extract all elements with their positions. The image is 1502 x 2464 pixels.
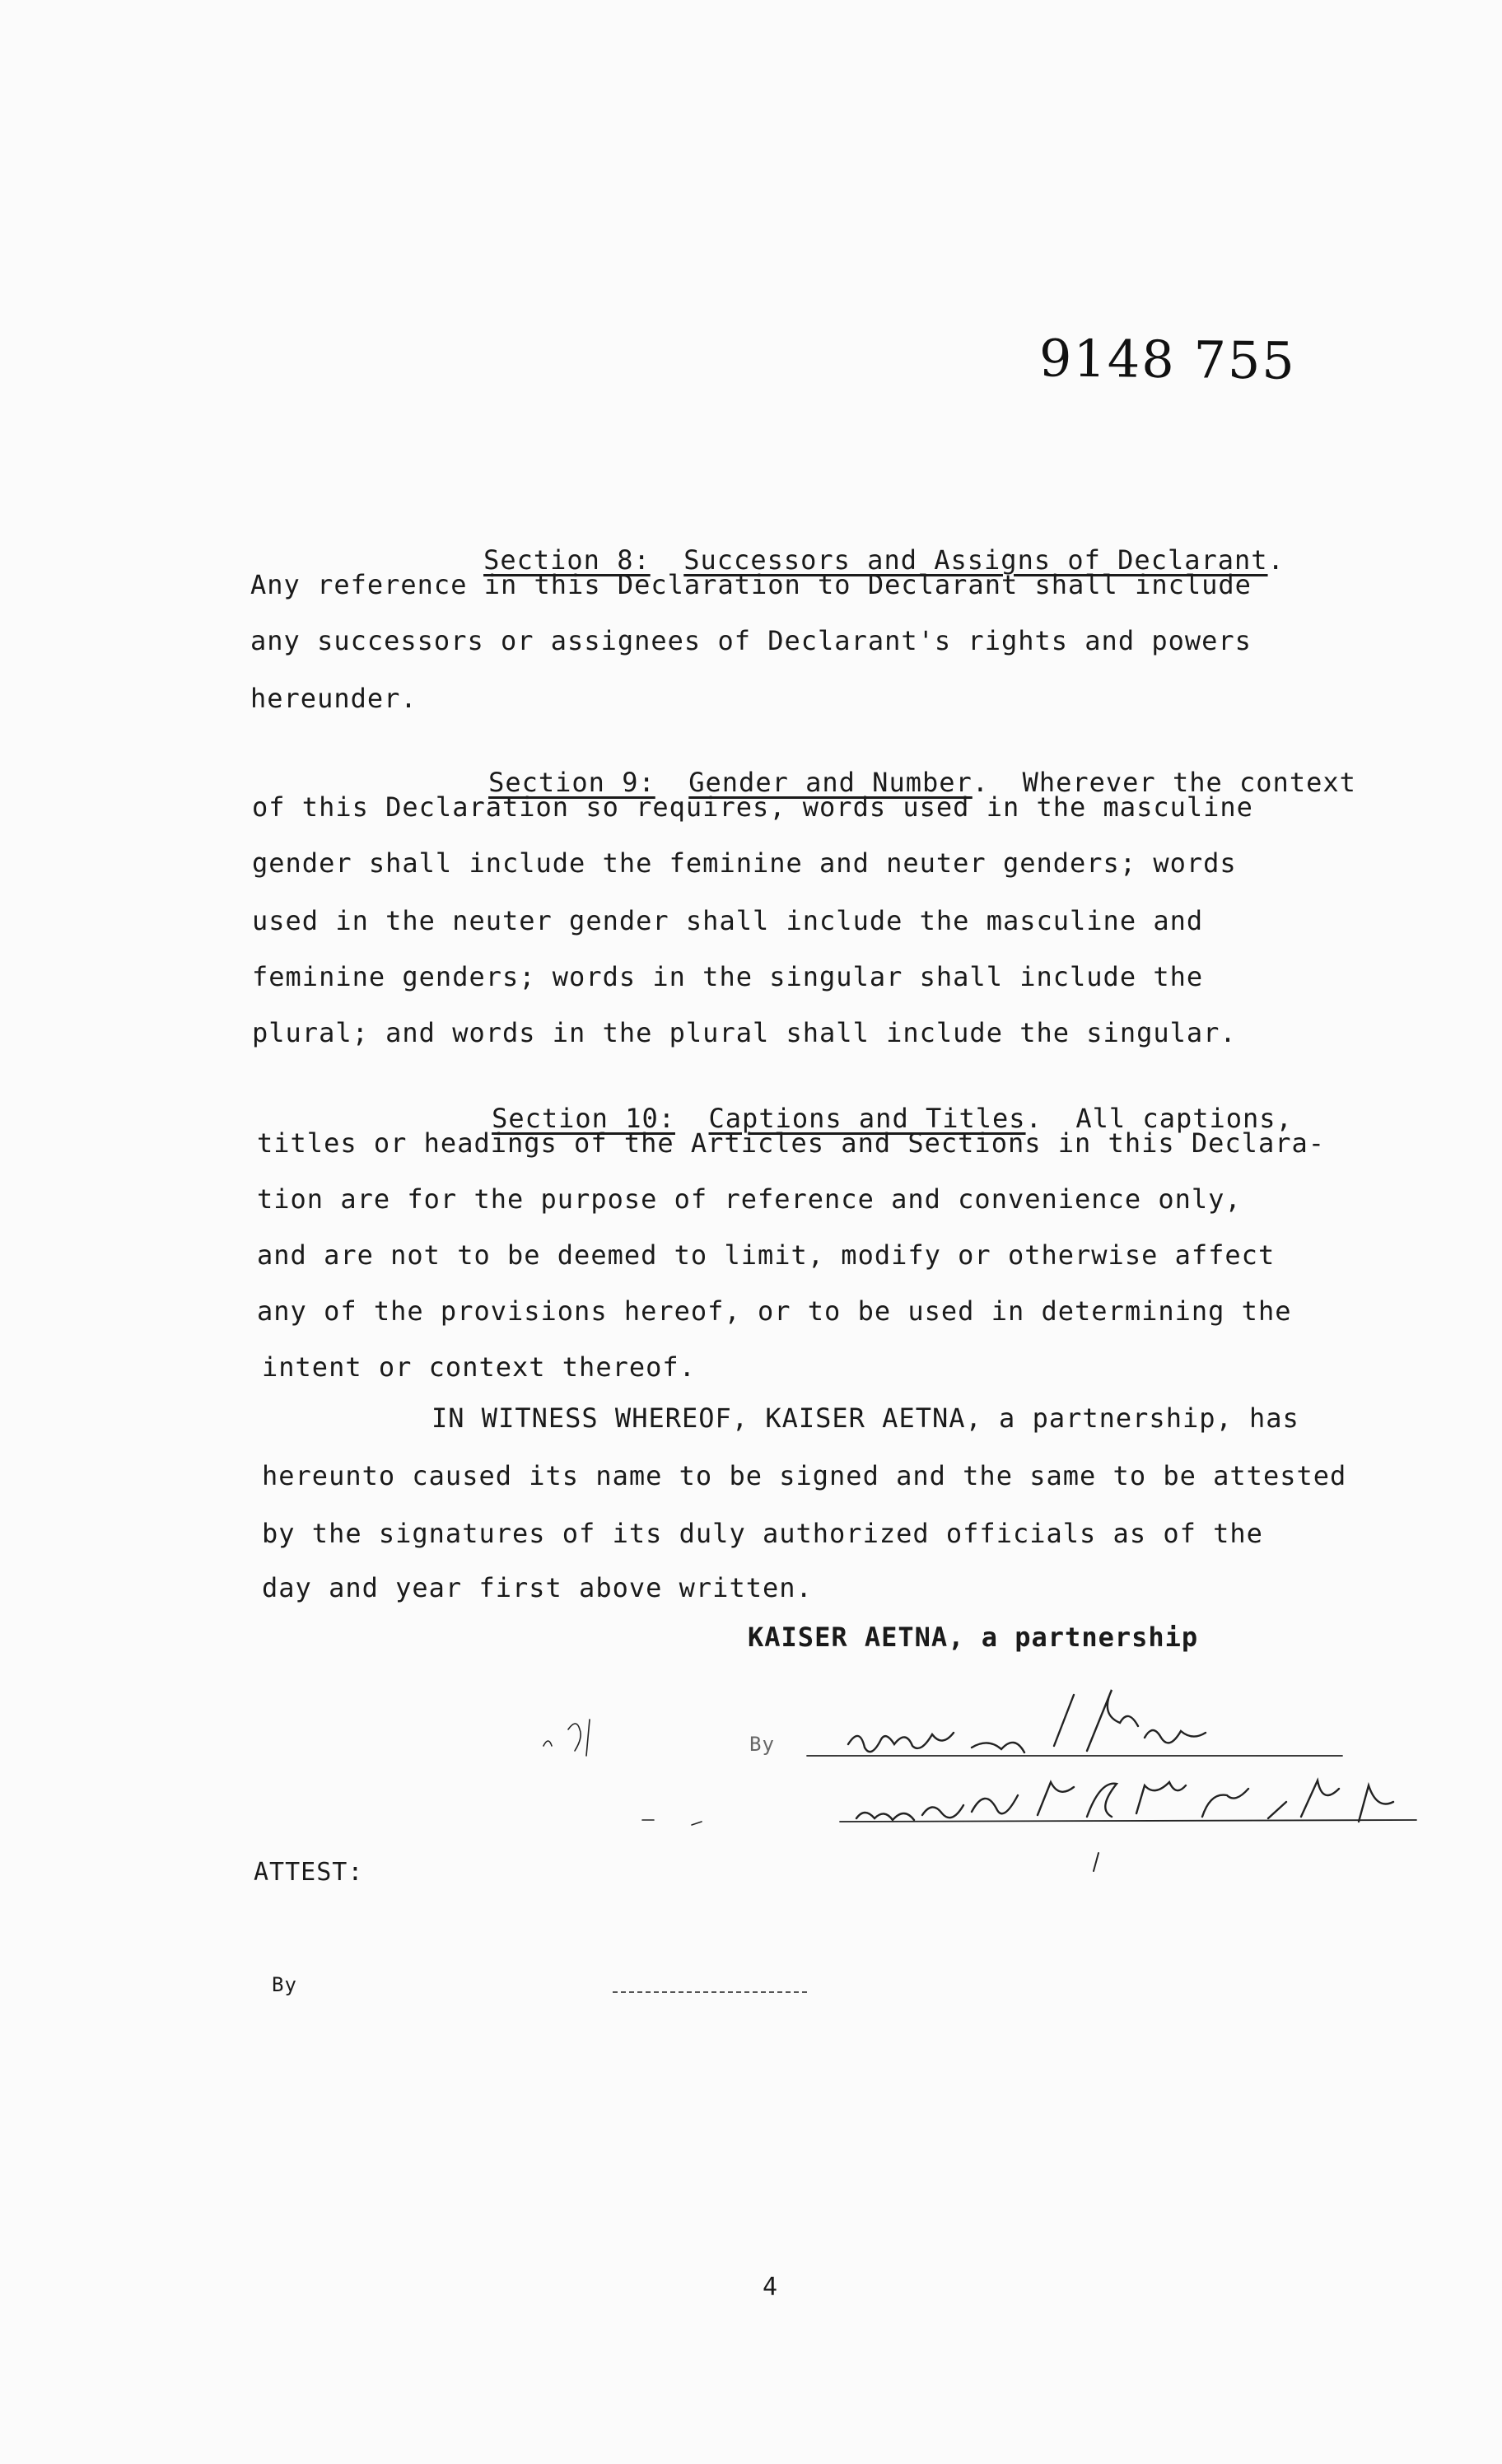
section10-heading: Section 10: Captions and Titles. All captions,: [492, 1103, 1293, 1134]
section9-label: Section 9:: [488, 767, 655, 798]
section9-line-2: gender shall include the feminine and neuter genders; words: [252, 847, 1237, 879]
page-number: 4: [763, 2273, 778, 2302]
section9-line-1: of this Declaration so requires, words used in the masculine: [252, 791, 1253, 823]
section8-line-1: Any reference in this Declaration to Declarant shall include: [250, 569, 1252, 600]
witness-line-3: day and year first above written.: [262, 1572, 813, 1603]
section8-heading: Section 8: Successors and Assigns of Declarant.: [483, 544, 1285, 576]
attest-label: ATTEST:: [254, 1858, 364, 1887]
attest-signature-line: [613, 1991, 807, 1993]
section9-heading: Section 9: Gender and Number. Wherever the context: [488, 767, 1356, 798]
section10-label: Section 10:: [492, 1103, 675, 1134]
section10-line-4: any of the provisions hereof, or to be used in determining the: [257, 1295, 1292, 1327]
section9-line-5: plural; and words in the plural shall include the singular.: [252, 1017, 1237, 1048]
section10-line-2: tion are for the purpose of reference and convenience only,: [257, 1183, 1242, 1215]
by-label-left: By: [272, 1973, 297, 1996]
section9-title: Gender and Number: [688, 767, 973, 798]
witness-line-1: hereunto caused its name to be signed and the same to be attested: [262, 1460, 1347, 1491]
section9-line-3: used in the neuter gender shall include the masculine and: [252, 905, 1204, 936]
by-label-right: By: [749, 1733, 775, 1756]
book-page-stamp: 9148 755: [1038, 328, 1297, 391]
section10-line-1: titles or headings of the Articles and Sections in this Declara-: [257, 1127, 1325, 1159]
section8-line-3: hereunder.: [250, 683, 417, 714]
section10-title: Captions and Titles: [708, 1103, 1026, 1134]
section8-title: Successors and Assigns of Declarant: [683, 544, 1268, 576]
signatory-name: KAISER AETNA, a partnership: [748, 1622, 1199, 1653]
witness-first-line: IN WITNESS WHEREOF, KAISER AETNA, a partnership, has: [431, 1402, 1299, 1434]
section10-line-5: intent or context thereof.: [262, 1351, 696, 1383]
section8-line-2: any successors or assignees of Declarant's rights and powers: [250, 625, 1252, 656]
witness-line-2: by the signatures of its duly authorized officials as of the: [262, 1518, 1263, 1549]
section10-line-3: and are not to be deemed to limit, modify or otherwise affect: [257, 1239, 1276, 1271]
section10-first-line: All captions,: [1075, 1103, 1293, 1134]
section9-first-line: Wherever the context: [1022, 767, 1356, 798]
section8-label: Section 8:: [483, 544, 651, 576]
handwritten-signatures: [511, 1680, 1449, 1878]
section9-line-4: feminine genders; words in the singular shall include the: [252, 961, 1204, 992]
